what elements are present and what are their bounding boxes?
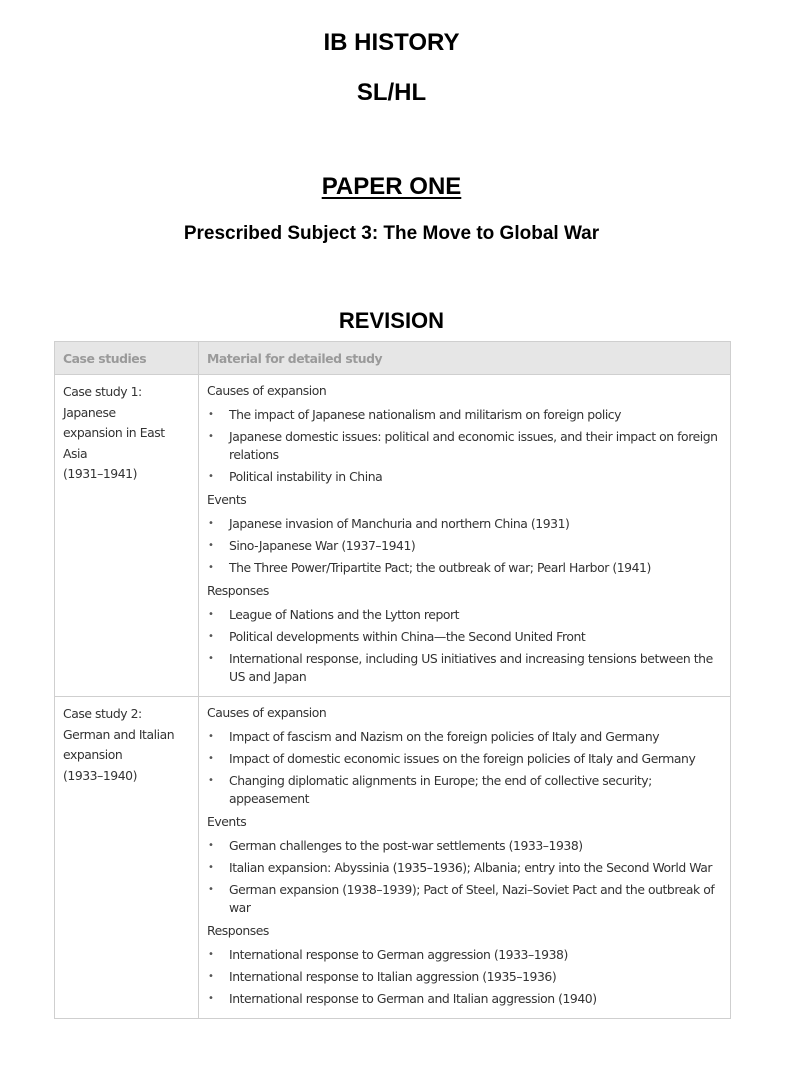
case-label: Case study 2: bbox=[63, 706, 142, 721]
course-title: IB HISTORY bbox=[323, 29, 460, 56]
list-item: • International response to German and Italian aggression (1940) bbox=[207, 990, 722, 1008]
list-item: • Changing diplomatic alignments in Europe; the end of collective security; appeasement bbox=[207, 772, 722, 808]
section-heading: Responses bbox=[207, 923, 269, 938]
case-name-line: German and Italian bbox=[63, 726, 175, 742]
section-heading: Causes of expansion bbox=[207, 383, 327, 398]
header-material: Material for detailed study bbox=[199, 342, 731, 375]
list-item: • German challenges to the post-war settlements (1933–1938) bbox=[207, 837, 722, 855]
list-item: • Political instability in China bbox=[207, 468, 722, 486]
prescribed-subject-title: Prescribed Subject 3: The Move to Global War bbox=[183, 223, 600, 244]
list-item: • Japanese domestic issues: political and economic issues, and their impact on foreign relations bbox=[207, 428, 722, 464]
bullet-list bbox=[207, 946, 722, 1008]
case-study-cell bbox=[55, 697, 199, 1019]
list-item: • International response to German aggression (1933–1938) bbox=[207, 946, 722, 964]
list-item: • The Three Power/Tripartite Pact; the outbreak of war; Pearl Harbor (1941) bbox=[207, 559, 722, 577]
list-item: • Impact of fascism and Nazism on the foreign policies of Italy and Germany bbox=[207, 728, 722, 746]
table-row bbox=[55, 697, 731, 1019]
bullet-list bbox=[207, 515, 722, 577]
table-row bbox=[55, 375, 731, 697]
case-study-table bbox=[54, 341, 731, 1019]
section-heading: Responses bbox=[207, 583, 269, 598]
header-case-studies: Case studies bbox=[55, 342, 199, 375]
list-item: • Political developments within China—the Second United Front bbox=[207, 628, 722, 646]
list-item: • International response, including US initiatives and increasing tensions between the US and Japan bbox=[207, 650, 722, 686]
list-item: • Impact of domestic economic issues on the foreign policies of Italy and Germany bbox=[207, 750, 722, 768]
section-heading: Events bbox=[207, 814, 247, 829]
table-header-row bbox=[55, 342, 731, 375]
bullet-list bbox=[207, 837, 722, 917]
paper-title: PAPER ONE bbox=[321, 173, 462, 200]
bullet-list bbox=[207, 406, 722, 486]
list-item: • International response to Italian aggression (1935–1936) bbox=[207, 968, 722, 986]
bullet-list bbox=[207, 606, 722, 686]
case-name-line: Japanese bbox=[63, 404, 116, 420]
case-dates: (1931–1941) bbox=[63, 466, 137, 481]
list-item: • League of Nations and the Lytton report bbox=[207, 606, 722, 624]
bullet-list bbox=[207, 728, 722, 808]
level-title: SL/HL bbox=[356, 79, 427, 106]
case-dates: (1933–1940) bbox=[63, 767, 137, 783]
material-cell bbox=[199, 697, 731, 1019]
case-study-cell bbox=[55, 375, 199, 697]
list-item: • Sino-Japanese War (1937–1941) bbox=[207, 537, 722, 555]
list-item: • German expansion (1938–1939); Pact of Steel, Nazi–Soviet Pact and the outbreak of war bbox=[207, 881, 722, 917]
case-name-line: expansion in East bbox=[63, 425, 165, 440]
section-heading: Events bbox=[207, 492, 247, 507]
list-item: • Japanese invasion of Manchuria and northern China (1931) bbox=[207, 515, 722, 533]
case-name-line: Asia bbox=[63, 445, 88, 461]
list-item: • The impact of Japanese nationalism and militarism on foreign policy bbox=[207, 406, 722, 424]
revision-heading: REVISION bbox=[338, 308, 445, 333]
section-heading: Causes of expansion bbox=[207, 705, 327, 720]
case-label: Case study 1: bbox=[63, 384, 142, 399]
material-cell bbox=[199, 375, 731, 697]
case-name-line: expansion bbox=[63, 747, 123, 762]
list-item: • Italian expansion: Abyssinia (1935–1936); Albania; entry into the Second World War bbox=[207, 859, 722, 877]
